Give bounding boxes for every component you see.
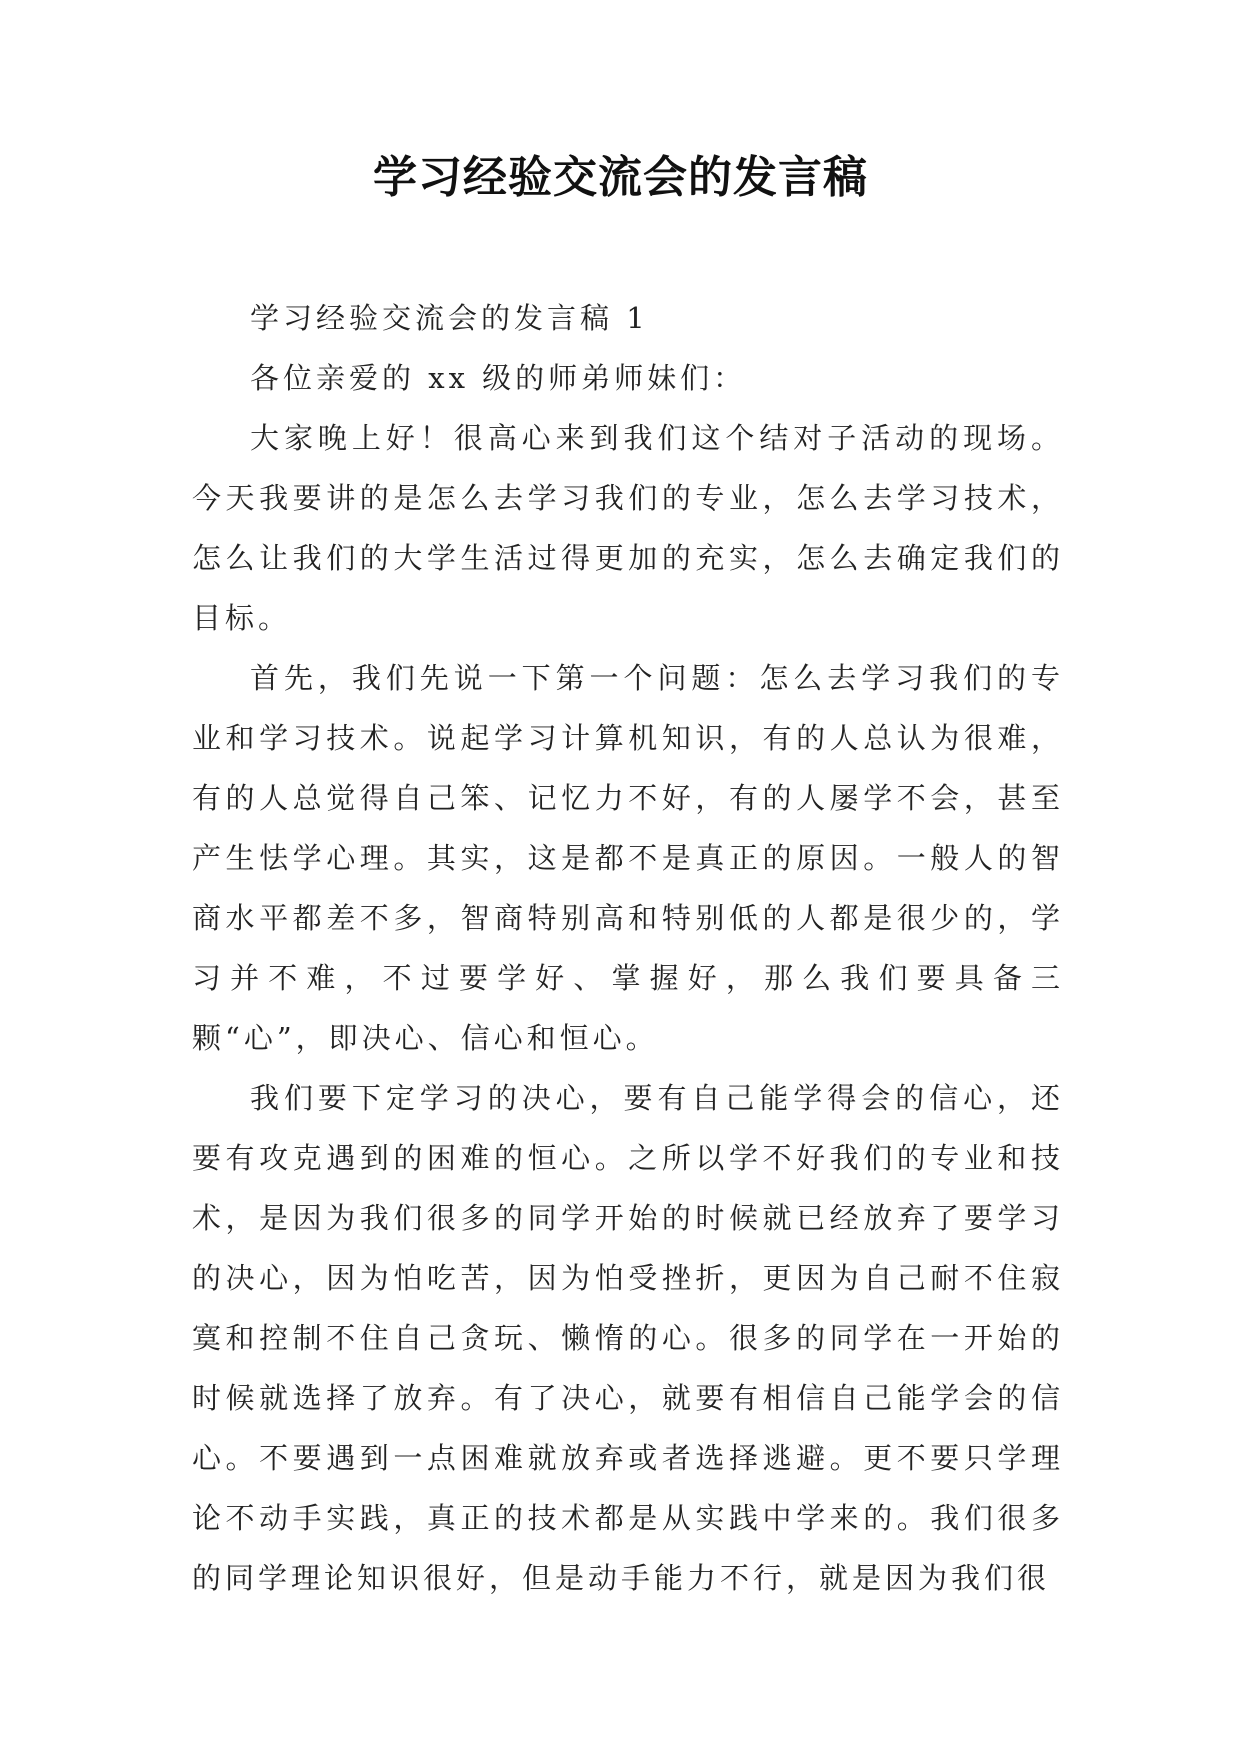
body-paragraph: 我们要下定学习的决心，要有自己能学得会的信心，还要有攻克遇到的困难的恒心。之所以学不好我们的专业和技术，是因为我们很多的同学开始的时候就已经放弃了要学习的决心，因为怕吃苦，因为怕受挫折，更因为自己耐不住寂寞和控制不住自己贪玩、懒惰的心。很多的同学在一开始的时候就选择了放弃。有了决心，就要有相信自己能学会的信心。不要遇到一点困难就放弃或者选择逃避。更不要只学理论不动手实践，真正的技术都是从实践中学来的。我们很多的同学理论知识很好，但是动手能力不行，就是因为我们很 xyxy=(192,1081,1064,1595)
salutation-paragraph: 各位亲爱的 xx 级的师弟师妹们： xyxy=(250,361,747,395)
document-title: 学习经验交流会的发言稿 xyxy=(373,152,868,203)
document-body xyxy=(192,288,1064,1608)
subtitle-paragraph: 学习经验交流会的发言稿 1 xyxy=(250,301,649,335)
body-paragraph: 首先，我们先说一下第一个问题：怎么去学习我们的专业和学习技术。说起学习计算机知识，有的人总认为很难，有的人总觉得自己笨、记忆力不好，有的人屡学不会，甚至产生怯学心理。其实，这是都不是真正的原因。一般人的智商水平都差不多，智商特别高和特别低的人都是很少的，学习并不难，不过要学好、掌握好，那么我们要具备三颗“心”，即决心、信心和恒心。 xyxy=(192,661,1064,1055)
body-paragraph: 大家晚上好！很高心来到我们这个结对子活动的现场。今天我要讲的是怎么去学习我们的专业，怎么去学习技术，怎么让我们的大学生活过得更加的充实，怎么去确定我们的目标。 xyxy=(192,421,1064,635)
